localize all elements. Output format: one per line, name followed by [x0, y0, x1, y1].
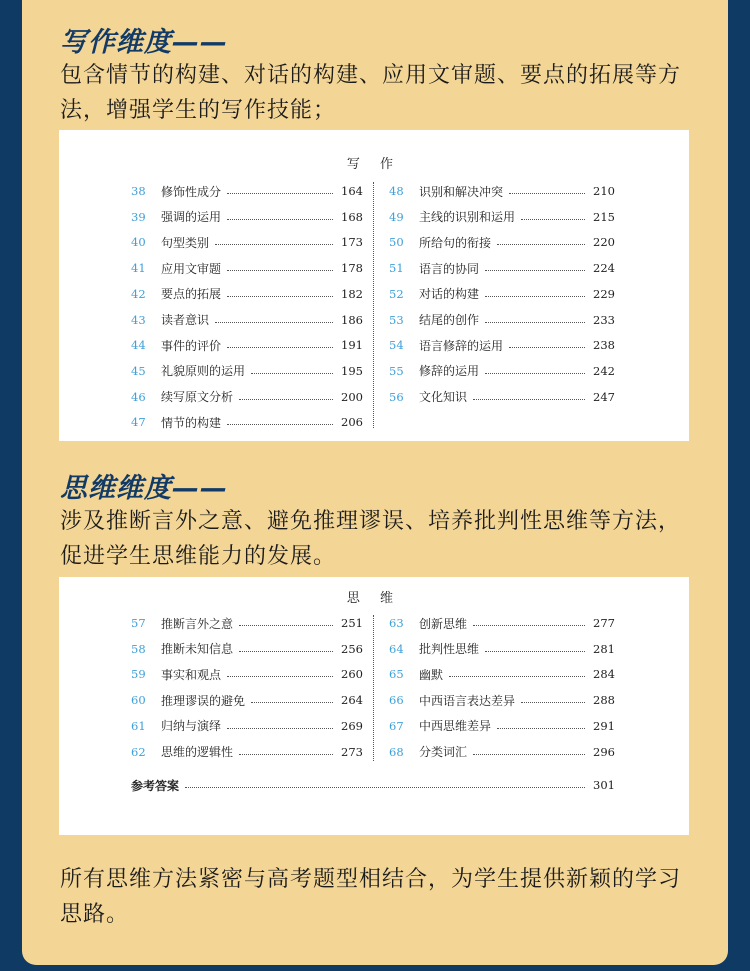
- toc-entry-page: 291: [593, 718, 615, 733]
- toc-entry-title: 修辞的运用: [419, 364, 480, 379]
- leader-dots: [239, 650, 333, 652]
- toc-entry-number: 50: [389, 235, 404, 250]
- toc-entry-title: 思维的逻辑性: [161, 745, 234, 759]
- toc-entry-title: 修饰性成分: [161, 184, 222, 199]
- answer-key-title: 参考答案: [131, 778, 180, 793]
- toc-entry: [131, 258, 363, 278]
- toc-entry-title: 事件的评价: [161, 338, 222, 353]
- toc-entry-title: 分类词汇: [419, 745, 468, 759]
- toc-entry-title: 读者意识: [161, 313, 210, 327]
- toc-entry: [131, 387, 363, 407]
- toc-entry-title: 续写原文分析: [161, 390, 234, 405]
- leader-dots: [227, 727, 333, 729]
- toc-entry-page: 277: [593, 616, 615, 630]
- toc-entry-page: 220: [593, 235, 615, 250]
- toc-entry-number: 44: [131, 338, 146, 353]
- leader-dots: [485, 321, 585, 323]
- leader-dots: [449, 675, 585, 677]
- toc-entry: [131, 613, 363, 633]
- toc-entry: [131, 335, 363, 355]
- toc-entry-page: 182: [341, 286, 363, 301]
- toc-entry-page: 206: [341, 415, 363, 430]
- toc-entry-page: 191: [341, 338, 363, 353]
- toc-entry: [131, 207, 363, 227]
- toc-entry-title: 推断言外之意: [161, 616, 234, 631]
- toc-entry-number: 41: [131, 261, 146, 276]
- leader-dots: [485, 269, 585, 271]
- toc-entry-page: 224: [593, 261, 615, 276]
- toc-entry-title: 句型类别: [161, 235, 210, 250]
- toc-entry-number: 47: [131, 415, 146, 430]
- toc-entry-title: 幽默: [419, 667, 444, 682]
- answer-key-row: [131, 775, 615, 795]
- writing-heading: 写作维度——: [60, 27, 228, 58]
- toc-entry: [389, 742, 615, 762]
- toc-entry-page: 200: [341, 389, 363, 404]
- toc-entry-page: 164: [341, 184, 363, 198]
- toc-entry-number: 57: [131, 616, 146, 630]
- toc-entry-title: 所给句的衔接: [419, 235, 492, 250]
- toc-entry-number: 54: [389, 338, 404, 353]
- leader-dots: [521, 218, 585, 220]
- toc-entry-title: 主线的识别和运用: [419, 210, 516, 225]
- toc-entry: [131, 284, 363, 304]
- leader-dots: [227, 218, 333, 220]
- thinking-description: 涉及推断言外之意、避免推理谬误、培养批判性思维等方法，促进学生思维能力的发展。: [60, 509, 682, 569]
- toc-entry-page: 195: [341, 363, 363, 378]
- leader-dots: [227, 269, 333, 271]
- toc-entry: [131, 664, 363, 684]
- toc-entry-number: 40: [131, 235, 146, 250]
- leader-dots: [227, 192, 333, 194]
- leader-dots: [473, 398, 585, 400]
- leader-dots: [497, 727, 585, 729]
- thinking-toc: [59, 577, 689, 835]
- toc-entry-number: 48: [389, 184, 404, 198]
- toc-entry-page: 288: [593, 693, 615, 708]
- toc-entry-number: 45: [131, 363, 146, 378]
- toc-entry-title: 语言的协同: [419, 261, 480, 276]
- leader-dots: [497, 243, 585, 245]
- toc-entry-page: 273: [341, 744, 363, 759]
- toc-entry: [131, 181, 363, 201]
- toc-entry-number: 42: [131, 286, 146, 301]
- toc-entry: [389, 716, 615, 736]
- toc-entry-title: 识别和解决冲突: [419, 184, 504, 199]
- toc-entry-number: 46: [131, 389, 146, 404]
- toc-entry: [389, 690, 615, 710]
- leader-dots: [239, 624, 333, 626]
- toc-entry: [389, 181, 615, 201]
- leader-dots: [485, 295, 585, 297]
- leader-dots: [473, 753, 585, 755]
- leader-dots: [227, 675, 333, 677]
- toc-entry-title: 创新思维: [419, 616, 468, 631]
- leader-dots: [227, 423, 333, 425]
- toc-entry: [131, 690, 363, 710]
- toc-entry-number: 61: [131, 718, 146, 733]
- toc-entry-title: 要点的拓展: [161, 287, 222, 302]
- toc-entry: [389, 613, 615, 633]
- toc-entry-page: 269: [341, 718, 363, 733]
- toc-entry-title: 结尾的创作: [419, 313, 480, 327]
- toc-entry: [131, 310, 363, 330]
- leader-dots: [509, 346, 585, 348]
- toc-entry-page: 233: [593, 312, 615, 327]
- closing-paragraph: 所有思维方法紧密与高考题型相结合，为学生提供新颖的学习思路。: [60, 867, 682, 927]
- answer-key-page: 301: [593, 778, 615, 792]
- toc-entry-page: 168: [341, 209, 363, 224]
- toc-entry-title: 情节的构建: [161, 415, 222, 430]
- toc-entry-number: 65: [389, 667, 404, 682]
- toc-entry-title: 推理谬误的避免: [161, 693, 246, 708]
- toc-entry: [389, 310, 615, 330]
- toc-entry-page: 229: [593, 286, 615, 301]
- toc-entry-title: 中西思维差异: [419, 719, 492, 734]
- leader-dots: [485, 650, 585, 652]
- toc-entry: [131, 716, 363, 736]
- column-divider: [373, 182, 374, 428]
- toc-entry-page: 260: [341, 667, 363, 682]
- leader-dots: [521, 701, 585, 703]
- toc-entry-number: 62: [131, 744, 146, 759]
- toc-entry-number: 68: [389, 744, 404, 759]
- toc-entry-page: 186: [341, 312, 363, 327]
- toc-entry: [131, 412, 363, 432]
- toc-entry-page: 284: [593, 667, 615, 682]
- leader-dots: [185, 786, 585, 788]
- leader-dots: [227, 346, 333, 348]
- toc-entry-number: 56: [389, 389, 404, 404]
- toc-entry-number: 43: [131, 312, 146, 327]
- toc-entry: [131, 361, 363, 381]
- writing-toc: [59, 130, 689, 441]
- toc-entry-title: 对话的构建: [419, 287, 480, 302]
- toc-entry-page: 215: [593, 209, 615, 224]
- toc-entry-number: 39: [131, 209, 146, 224]
- thinking-toc-title: 思 维: [346, 591, 402, 606]
- toc-entry-page: 251: [341, 616, 363, 630]
- toc-entry-page: 173: [341, 235, 363, 250]
- toc-entry: [389, 284, 615, 304]
- toc-entry-page: 247: [593, 389, 615, 404]
- toc-entry-title: 强调的运用: [161, 210, 222, 225]
- toc-entry: [389, 361, 615, 381]
- toc-entry-page: 281: [593, 641, 615, 656]
- toc-entry-page: 256: [341, 641, 363, 656]
- toc-entry-number: 38: [131, 184, 146, 198]
- toc-entry-title: 中西语言表达差异: [419, 693, 516, 708]
- toc-entry-number: 67: [389, 718, 404, 733]
- toc-entry-title: 礼貌原则的运用: [161, 364, 246, 379]
- toc-entry-page: 238: [593, 338, 615, 353]
- toc-entry-number: 58: [131, 641, 146, 656]
- toc-entry: [389, 387, 615, 407]
- toc-entry-title: 推断未知信息: [161, 642, 234, 657]
- toc-entry-title: 事实和观点: [161, 667, 222, 682]
- toc-entry: [131, 742, 363, 762]
- leader-dots: [215, 321, 333, 323]
- toc-entry-number: 64: [389, 641, 404, 656]
- leader-dots: [239, 398, 333, 400]
- toc-entry: [131, 639, 363, 659]
- toc-entry-title: 文化知识: [419, 390, 468, 405]
- toc-entry-number: 51: [389, 261, 404, 276]
- column-divider: [373, 615, 374, 761]
- toc-entry-number: 66: [389, 693, 404, 708]
- leader-dots: [251, 372, 333, 374]
- toc-entry: [131, 232, 363, 252]
- writing-toc-title: 写 作: [346, 157, 402, 172]
- toc-entry-number: 60: [131, 693, 146, 708]
- toc-entry: [389, 664, 615, 684]
- leader-dots: [473, 624, 585, 626]
- toc-entry-title: 批判性思维: [419, 642, 480, 657]
- toc-entry: [389, 232, 615, 252]
- toc-entry-number: 55: [389, 363, 404, 378]
- toc-entry-page: 296: [593, 744, 615, 759]
- toc-entry: [389, 335, 615, 355]
- toc-entry: [389, 639, 615, 659]
- leader-dots: [239, 753, 333, 755]
- toc-entry-title: 应用文审题: [161, 261, 222, 276]
- toc-entry-number: 63: [389, 616, 404, 630]
- toc-entry-title: 语言修辞的运用: [419, 338, 504, 353]
- toc-entry-number: 59: [131, 667, 146, 682]
- toc-entry-number: 49: [389, 209, 404, 224]
- toc-entry-title: 归纳与演绎: [161, 719, 222, 734]
- toc-entry-page: 210: [593, 184, 615, 198]
- toc-entry-page: 242: [593, 363, 615, 378]
- toc-entry-number: 53: [389, 312, 404, 327]
- toc-entry-page: 264: [341, 693, 363, 708]
- toc-entry: [389, 258, 615, 278]
- content-card: [22, 0, 728, 965]
- thinking-heading: 思维维度——: [60, 473, 228, 504]
- writing-description: 包含情节的构建、对话的构建、应用文审题、要点的拓展等方法，增强学生的写作技能；: [60, 63, 682, 123]
- leader-dots: [227, 295, 333, 297]
- leader-dots: [251, 701, 333, 703]
- toc-entry: [389, 207, 615, 227]
- toc-entry-page: 178: [341, 261, 363, 276]
- leader-dots: [485, 372, 585, 374]
- toc-entry-number: 52: [389, 286, 404, 301]
- leader-dots: [215, 243, 333, 245]
- leader-dots: [509, 192, 585, 194]
